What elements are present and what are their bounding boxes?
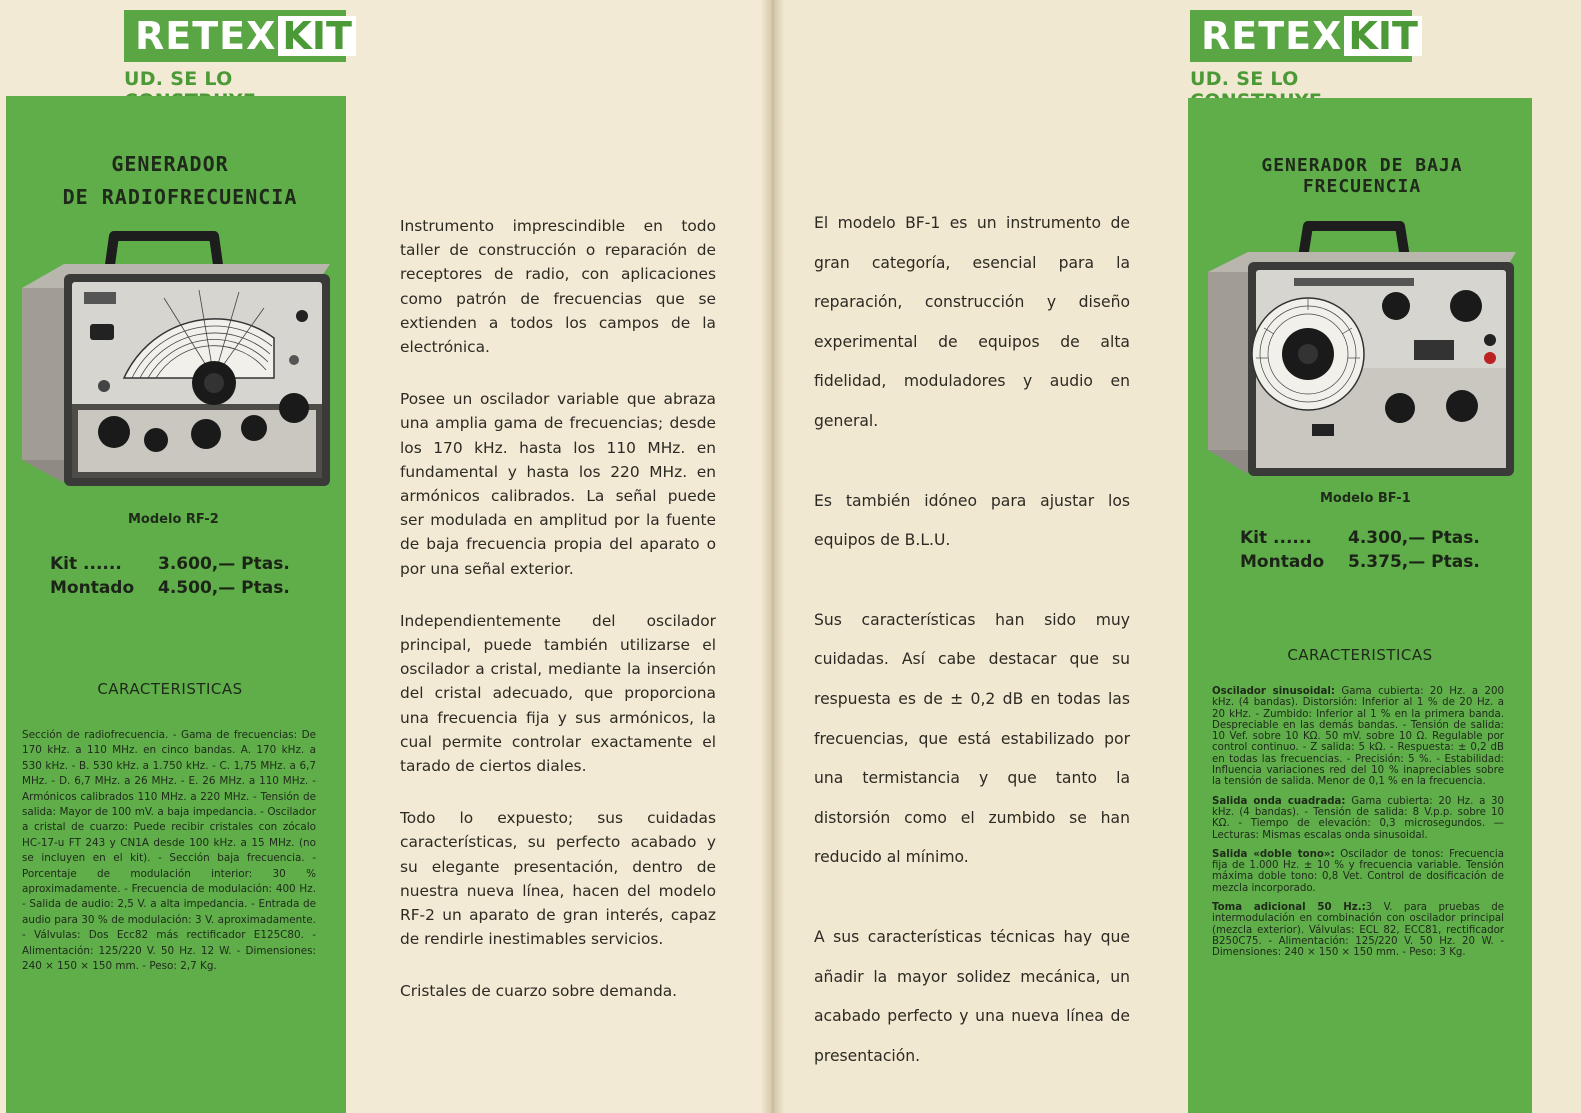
right-body-paragraph-1: El modelo BF-1 es un instrumento de gran categoría, esencial para la reparación, construcción y diseño experimental de equipos de alta fidelidad, moduladores y audio en general. <box>814 214 1130 430</box>
right-kit-label: Kit ...... <box>1240 528 1312 548</box>
logo-tagline: UD. SE LO <box>124 68 233 90</box>
logo-retex: RETEX <box>135 14 277 58</box>
right-body-paragraph-3: Sus características han sido muy cuidadas. Así cabe destacar que su respuesta es de ± 0,2 dB en todas las frecuencias, que está estabilizado por una termistancia y que tanto la distorsión como el zumbido se han reducido al mínimo. <box>814 610 1130 867</box>
logo-kit: KIT <box>1344 16 1422 56</box>
right-body-paragraph-2: Es también idóneo para ajustar los equipos de B.L.U. <box>814 491 1130 550</box>
left-body-column <box>400 214 716 1004</box>
bf1-generator-image <box>1204 218 1520 480</box>
logo-tagline: UD. SE LO <box>1190 68 1299 90</box>
right-spec-sinusoidal-text: Gama cubierta: 20 Hz. a 200 kHz. (4 bandas). Distorsión: Inferior al 1 % de 20 Hz. a 20 kHz. - Zumbido: Inferior al 1 % en la primera banda. Despreciable en las demás bandas. - Tensión de salida: 10 Vef. sobre 10 KΩ. 50 mV. sobre 10 Ω. Regulable por control continuo. - Z salida: 5 kΩ. - Respuesta: ± 0,2 dB en todas las frecuencias. - Precisión: 5 %. - Estabilidad: Influencia variaciones red del 10 % inapreciables sobre la tensión de salida. Menor de 0,1 % en la frecuencia. <box>1212 686 1504 788</box>
right-spec-dual-tone-text: Oscilador de tonos: Frecuencia fija de 1.000 Hz. ± 10 % y frecuencia variable. Tensión máxima doble tono: 0,8 Vet. Control de dosificación de mezcla incorporado. <box>1212 848 1504 894</box>
left-kit-price: 3.600,— Ptas. <box>158 554 290 574</box>
right-spec-sinusoidal <box>1212 686 1504 788</box>
right-specs <box>1212 686 1504 967</box>
brand-logo-right <box>1190 10 1418 112</box>
logo-retex: RETEX <box>1201 14 1343 58</box>
left-specs-text: Sección de radiofrecuencia. - Gama de frecuencias: De 170 kHz. a 110 MHz. en cinco bandas. A. 170 kHz. a 530 kHz. - B. 530 kHz. a 1.750 kHz. - C. 1,75 MHz. a 6,7 MHz. - D. 6,7 MHz. a 26 MHz. - E. 26 MHz. a 110 MHz. - Armónicos calibrados 110 MHz. a 220 MHz. - Tensión de salida: Mayor de 100 mV. a baja impedancia. - Oscilador a cristal de cuarzo: Puede recibir cristales con zócalo HC-17-u FT 243 y CN1A desde 100 kHz. a 15 MHz. (no se incluyen en el kit). - Sección baja frecuencia. - Porcentaje de modulación interior: 30 % aproximadamente. - Frecuencia de modulación: 400 Hz. - Salida de audio: 2,5 V. a alta impedancia. - Entrada de audio para 30 % de modulación: 3 V. aproximadamente. - Válvulas: Dos Ecc82 más rectificador E125C80. - Alimentación: 125/220 V. 50 Hz. 12 W. - Dimensiones: 240 × 150 × 150 mm. - Peso: 2,7 Kg. <box>22 729 316 973</box>
right-spec-dual-tone <box>1212 849 1504 894</box>
logo-box <box>124 10 352 62</box>
right-spec-dual-tone-title: Salida «doble tono»: <box>1212 848 1335 860</box>
right-model-label: Modelo BF-1 <box>1320 491 1411 506</box>
left-title-line2: DE RADIOFRECUENCIA <box>62 185 298 209</box>
left-mounted-label: Montado <box>50 578 135 598</box>
right-mounted-label: Montado <box>1240 552 1325 572</box>
right-spec-sinusoidal-title: Oscilador sinusoidal: <box>1212 686 1335 697</box>
right-spec-square-title: Salida onda cuadrada: <box>1212 795 1346 807</box>
right-caract-heading: CARACTERISTICAS <box>1287 646 1433 664</box>
left-kit-label: Kit ...... <box>50 554 122 574</box>
left-kit-price-row <box>50 554 330 578</box>
right-kit-price-row <box>1240 528 1520 552</box>
right-spec-extra-output <box>1212 902 1504 958</box>
left-body-paragraph-1: Instrumento imprescindible en todo taller de construcción o reparación de receptores de radio, con aplicaciones como patrón de frecuencias que se extienden a todos los campos de la electrónica. <box>400 217 716 357</box>
rf2-generator-image <box>14 228 332 490</box>
left-mounted-price-row <box>50 578 330 602</box>
right-body-paragraph-4: A sus características técnicas hay que añadir la mayor solidez mecánica, un acabado perfecto y una nueva línea de presentación. <box>814 927 1130 1065</box>
right-mounted-price-row <box>1240 552 1520 576</box>
left-model-label: Modelo RF-2 <box>128 512 219 527</box>
left-body-paragraph-3: Independientemente del oscilador principal, puede también utilizarse el oscilador a cristal, mediante la inserción del cristal adecuado, que proporciona una frecuencia fija y sus armónicos, la cual permite controlar exactamente el tarado de ciertos diales. <box>400 611 716 776</box>
right-spec-extra-output-title: Toma adicional 50 Hz.: <box>1212 902 1366 914</box>
right-spec-square <box>1212 796 1504 841</box>
left-title-line1: GENERADOR <box>111 152 229 176</box>
logo-box <box>1190 10 1418 62</box>
right-mounted-price: 5.375,— Ptas. <box>1348 552 1480 572</box>
right-body-column <box>814 204 1130 1076</box>
book-spine <box>762 0 784 1113</box>
right-kit-price: 4.300,— Ptas. <box>1348 528 1480 548</box>
left-body-paragraph-2: Posee un oscilador variable que abraza una amplia gama de frecuencias; desde los 170 kHz. hasta los 110 MHz. en fundamental y hasta los 220 MHz. en armónicos calibrados. La señal puede ser modulada en amplitud por la fuente de baja frecuencia propia del aparato o por una señal exterior. <box>400 390 716 578</box>
logo-kit: KIT <box>278 16 356 56</box>
left-body-paragraph-5: Cristales de cuarzo sobre demanda. <box>400 982 678 1001</box>
left-mounted-price: 4.500,— Ptas. <box>158 578 290 598</box>
right-spec-extra-output-text: 3 V. para pruebas de intermodulación en combinación con oscilador principal (mezcla exterior). Válvulas: ECL 82, ECC81, rectificador B250C75. - Alimentación: 125/220 V. 50 Hz. 20 W. - Dimensiones: 240 × 150 × 150 mm. - Peso: 3 Kg. <box>1212 902 1505 959</box>
right-title: GENERADOR DE BAJA FRECUENCIA <box>1261 155 1463 197</box>
left-body-paragraph-4: Todo lo expuesto; sus cuidadas características, su perfecto acabado y su elegante presentación, dentro de nuestra nueva línea, hacen del modelo RF-2 un aparato de gran interés, capaz de rendirle inestimables servicios. <box>400 809 716 949</box>
left-caract-heading: CARACTERISTICAS <box>97 680 243 698</box>
right-spec-square-text: Gama cubierta: 20 Hz. a 30 kHz. (4 bandas). - Tensión de salida: 8 V.p.p. sobre 10 KΩ. - Tiempo de elevación: 0,3 microsegundos. — Lecturas: Mismas escalas onda sinusoidal. <box>1212 795 1504 841</box>
